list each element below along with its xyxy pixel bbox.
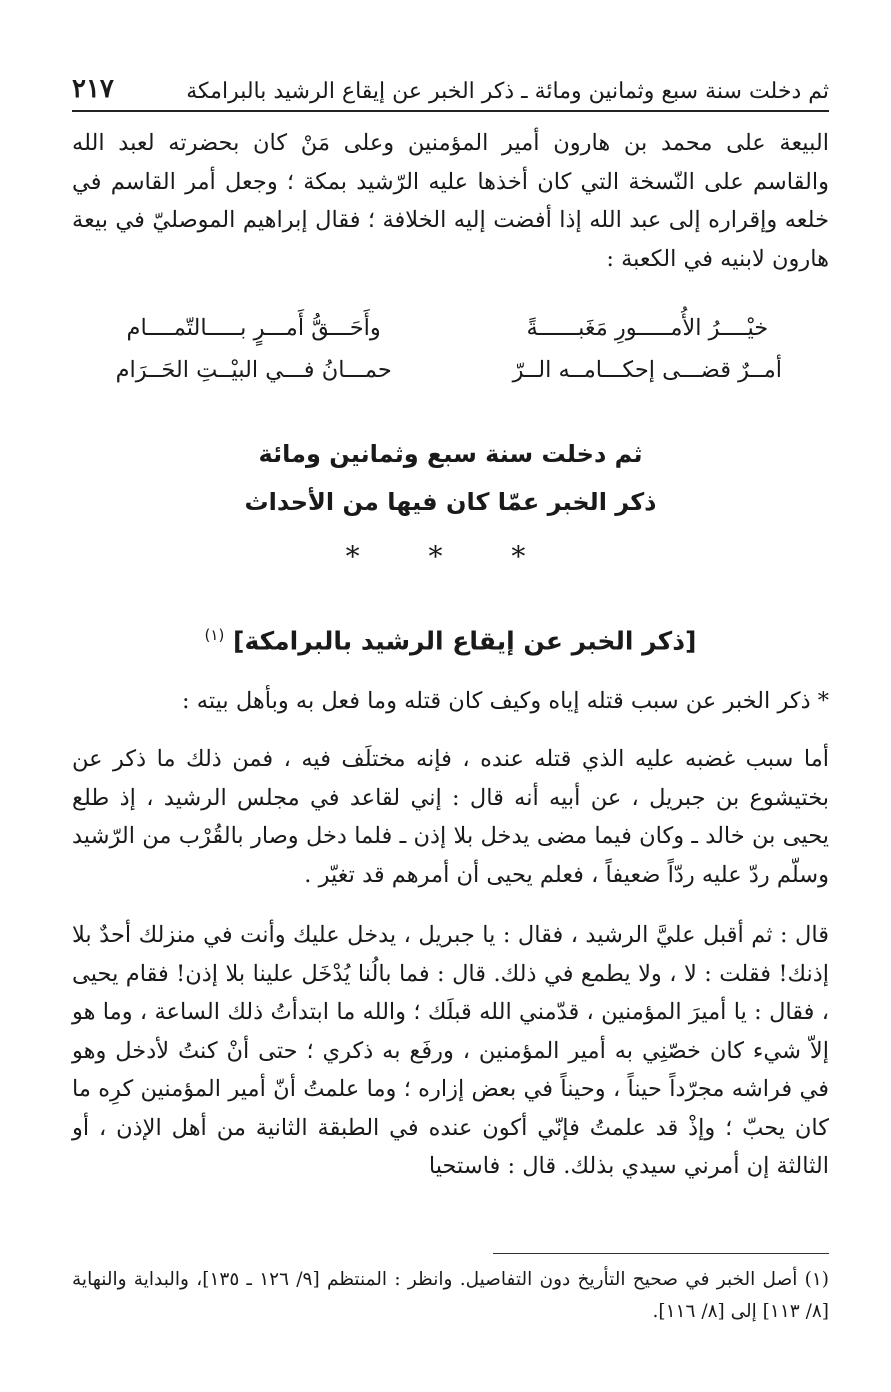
verse-1-second-hemistich: وأَحَـــقُّ أَمـــرٍ بـــــالتّمــــام [126, 315, 381, 341]
verse-line-1 [72, 308, 829, 348]
verse-line-2 [72, 350, 829, 390]
year-heading: ثم دخلت سنة سبع وثمانين ومائة [258, 440, 643, 468]
section-title-text: [ذكر الخبر عن إيقاع الرشيد بالبرامكة] [233, 626, 697, 656]
footnote-marker[interactable]: (١) [204, 626, 225, 644]
paragraph-1: أما سبب غضبه عليه الذي قتله عنده ، فإنه مختلَف فيه ، فمن ذلك ما ذكر عن بختيشوع بن جبريل ، عن أبيه أنه قال : إني لقاعد في مجلس الرشيد ، إذ طلع يحيى بن خالد ـ وكان فيما مضى يدخل بلا إذن ـ فلما دخل وصار بالقُرْب من الرّشيد وسلّم ردّ عليه ردّاً ضعيفاً ، فعلم يحيى أن أمرهم قد تغيّر . [72, 746, 829, 888]
paragraph-2: قال : ثم أقبل عليَّ الرشيد ، فقال : يا جبريل ، يدخل عليك وأنت في منزلك أحدٌ بلا إذنك! فقلت : لا ، ولا يطمع في ذلك. قال : فما بالُنا يُدْخَل علينا بلا إذن! فقام يحيى ، فقال : يا أميرَ المؤمنين ، قدّمني الله قبلَك ؛ والله ما ابتدأتُ ذلك الساعة ، وما هو إلاّ شيء كان خصّنِي به أمير المؤمنين ، ورفَع به ذكري ؛ حتى أنْ كنتُ لأدخل وهو في فراشه مجرّداً حيناً ، وحيناً في بعض إزاره ؛ وما علمتُ أنّ أمير المؤمنين كرِه ما كان يحبّ ؛ وإذْ قد علمتُ فإنّي أكون عنده في الطبقة الثانية من أهل الإذن ، أو الثالثة إن أمرني سيدي بذلك. قال : فاستحيا [72, 922, 829, 1179]
intro-paragraph: البيعة على محمد بن هارون أمير المؤمنين وعلى مَنْ كان بحضرته لعبد الله والقاسم على النّسخة التي كان أخذها عليه الرّشيد بمكة ؛ وجعل أمر القاسم في خلعه وإقراره إلى عبد الله إذا أفضت إليه الخلافة ؛ فقال إبراهيم الموصليّ في بيعة هارون لابنيه في الكعبة : [72, 130, 829, 272]
verse-1-first-hemistich: خيْــــرُ الأُمـــــورِ مَغَبــــــةً [526, 315, 769, 341]
section-separator-stars: * * * [345, 540, 556, 573]
star-intro: * ذكر الخبر عن سبب قتله إياه وكيف كان قتله وما فعل به وبأهل بيته : [182, 688, 829, 714]
running-title: ثم دخلت سنة سبع وثمانين ومائة ـ ذكر الخبر عن إيقاع الرشيد بالبرامكة [186, 79, 829, 104]
footnote-1: (١) أصل الخبر في صحيح التأريخ دون التفاصيل. وانظر : المنتظم [٩/ ١٢٦ ـ ١٣٥]، والبداية والنهاية [٨/ ١١٣] إلى [٨/ ١١٦]. [72, 1269, 829, 1322]
section-title [72, 626, 829, 655]
events-heading: ذكر الخبر عمّا كان فيها من الأحداث [244, 488, 657, 516]
verse-2-second-hemistich: حمـــانُ فـــي البيْــتِ الحَــرَام [115, 357, 392, 383]
verse-2-first-hemistich: أمــرٌ قضـــى إحكـــامــه الــرّ [512, 357, 782, 383]
page-number: ٢١٧ [72, 74, 114, 104]
page-header [72, 70, 829, 112]
footnote-divider [493, 1253, 829, 1254]
